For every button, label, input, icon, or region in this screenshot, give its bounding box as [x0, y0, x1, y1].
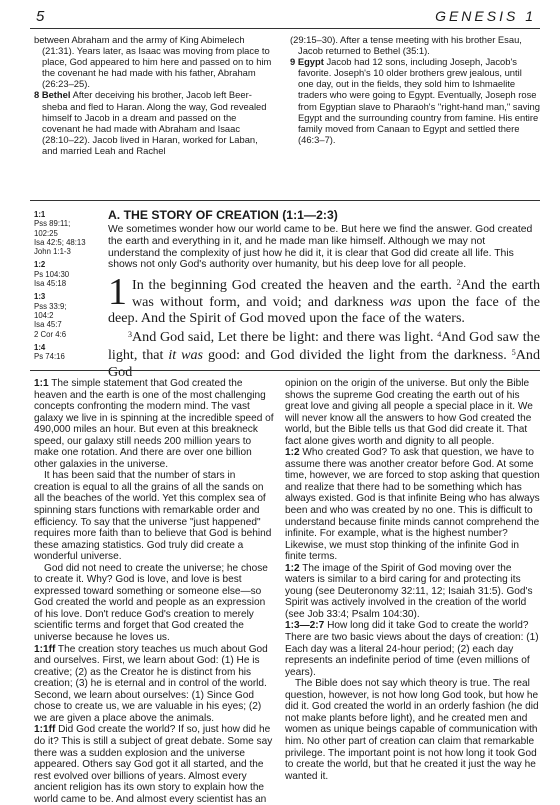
note-ref: 1:2	[285, 447, 300, 459]
study-notes-right	[285, 378, 541, 782]
note-ref: 1:1ff	[34, 643, 56, 655]
study-note: opinion on the origin of the universe. But only the Bible shows the supreme God creating the earth out of his great love and giving all people a special place in it. We will never know all the answers to how God created the world, but the Bible tells us that God did create it. That fact alone gives worth and dignity to all people.	[285, 378, 533, 447]
study-note: 1:2 The image of the Spirit of God moving over the waters is similar to a bird caring for and protecting its young (see Deuteronomy 32:11, 12; Isaiah 31:5). God's Spirit was actively involved in the creation of the world (see Job 33:4; Psalm 104:30).	[285, 562, 533, 620]
cross-ref-group: 1:3 Pss 33:9; 104:2 Isa 45:7 2 Cor 4:6	[34, 292, 67, 339]
scripture-text	[108, 271, 540, 380]
section-title: A. THE STORY OF CREATION (1:1—2:3)	[108, 208, 338, 222]
study-note: 1:1 The simple statement that God created the heaven and the earth is one of the most challenging concepts confronting the modern mind. The vast galaxy we live in is spinning at the incredible speed of 490,000 miles an hour. But even at this breakneck speed, our galaxy still needs 200 million years to make one rotation. And there are over one billion other galaxies in the universe.	[34, 378, 274, 470]
cross-ref-group: 1:4 Ps 74:16	[34, 342, 65, 362]
place-entry: (29:15–30). After a tense meeting with his brother Esau, Jacob returned to Bethel (35:1).	[290, 34, 522, 57]
page-number: 5	[36, 8, 45, 25]
chapter-number: 1	[108, 271, 127, 314]
study-note: It has been said that the number of stars in creation is equal to all the grains of all the sands on all the beaches of the world. Yet this complex sea of spinning stars functions with remarkable order and efficiency. To say that the universe "just happened" requires more faith than to believe that God is behind these amazing statistics. God truly did create a wonderful universe.	[34, 470, 272, 563]
note-ref: 1:2	[285, 562, 300, 574]
note-ref: 1:1	[34, 378, 49, 389]
section-divider	[30, 200, 540, 201]
study-note: 1:2 Who created God? To ask that question, we have to assume there was another creator before God. At some time, however, we are forced to stop asking that question and realize that there had to be something which has always existed. God is that infinite Being who has always been and who was created by no one. This is difficult to understand because finite minds cannot comprehend the infinite. For example, what is the highest number? Likewise, we must stop thinking of the infinite God in finite terms.	[285, 447, 540, 563]
scripture-paragraph: 1 In the beginning God created the heaven and the earth. $^2$And the earth was without form, and void; and darkness was upon the face of the deep. And the Spirit of God moved upon the face of the waters.	[108, 271, 540, 327]
study-notes-left	[34, 378, 274, 805]
study-note: 1:3—2:7 How long did it take God to create the world? There are two basic views about the days of creation: (1) Each day was a literal 24-hour period; (2) each day represents an indefinite period of time (even millions of years).	[285, 620, 539, 678]
place-notes-left	[34, 34, 274, 156]
place-entry-title: 9 Egypt	[290, 56, 324, 68]
cross-ref-group: 1:2 Ps 104:30 Isa 45:18	[34, 260, 70, 289]
study-note: The Bible does not say which theory is true. The real question, however, is not how long God took, but how he did it. God created the world in an orderly fashion (he did not make plants before light), and he created men and women as unique beings capable of communication with him. No other part of creation can claim that remarkable privilege. The important point is not how long it took God to create the world, but that he created it just the way he wanted it.	[285, 678, 539, 782]
header-divider	[30, 28, 540, 29]
section-intro: We sometimes wonder how our world came to be. But here we find the answer. God created the earth and everything in it, and he made man like himself. Although we may not understand the complexity of just how he did it, it is clear that God did create all life. This shows not only God's authority over humanity, but his deep love for all people.	[108, 224, 533, 271]
place-entry: 9 Egypt Jacob had 12 sons, including Joseph, Jacob's favorite. Joseph's 10 older brothers grew jealous, until one day, out in the fields, they sold him to Ishmaelite traders who were going to Egypt. Eventually, Joseph rose from Egyptian slave to Pharaoh's "right-hand man," saving Egypt and the surrounding country from famine. His entire family moved from Canaan to Egypt and settled there (46:3–7).	[290, 56, 540, 145]
study-note: 1:1ff Did God create the world? If so, just how did he do it? This is still a subject of great debate. Some say there was a sudden explosion and the universe appeared. Others say God got it all started, and the rest evolved over billions of years. Almost every ancient religion has its own story to explain how the world came to be. And almost every scientist has an	[34, 724, 273, 805]
scripture-section	[108, 208, 540, 380]
place-entry: 8 Bethel After deceiving his brother, Jacob left Beer-sheba and fled to Haran. Along the way, God revealed himself to Jacob in a dream and passed on the covenant he had made with Abraham and Isaac (28:10–22). Jacob lived in Haran, worked for Laban, and married Leah and Rachel	[34, 89, 267, 156]
note-ref: 1:1ff	[34, 724, 56, 736]
notes-divider	[30, 370, 540, 371]
study-note: God did not need to create the universe; he chose to create it. Why? God is love, and love is best expressed toward something or someone else—so God created the world and people as an expression of his love. Don't reduce God's creation to merely scientific terms and forget that God created the universe because he loves us.	[34, 562, 268, 644]
cross-ref-group: 1:1 Pss 89:11; 102:25 Isa 42:5; 48:13 John 1:1-3	[34, 210, 86, 257]
study-note: 1:1ff The creation story teaches us much about God and ourselves. First, we learn about God: (1) He is creative; (2) as the Creator he is distinct from his creation; (3) he is eternal and in control of the world. Second, we learn about ourselves: (1) Since God chose to create us, we are valuable in his eyes; (2) we are given a place above the animals.	[34, 643, 268, 724]
scripture-paragraph: $^3$And God said, Let there be light: and there was light. $^4$And God saw the light, that it was good: and God divided the light from the darkness. $^5$And God	[108, 328, 540, 380]
note-ref: 1:3—2:7	[285, 620, 325, 632]
cross-references	[34, 210, 104, 365]
place-entry-title: 8 Bethel	[34, 89, 71, 101]
place-notes-right	[290, 34, 540, 145]
place-entry: between Abraham and the army of King Abimelech (21:31). Years later, as Isaac was moving from place to place, God appeared to him here and passed on to him the covenant he had made with his father, Abraham (26:23–25).	[34, 34, 272, 90]
page-header	[30, 6, 540, 28]
book-title: GENESIS 1	[435, 8, 536, 24]
